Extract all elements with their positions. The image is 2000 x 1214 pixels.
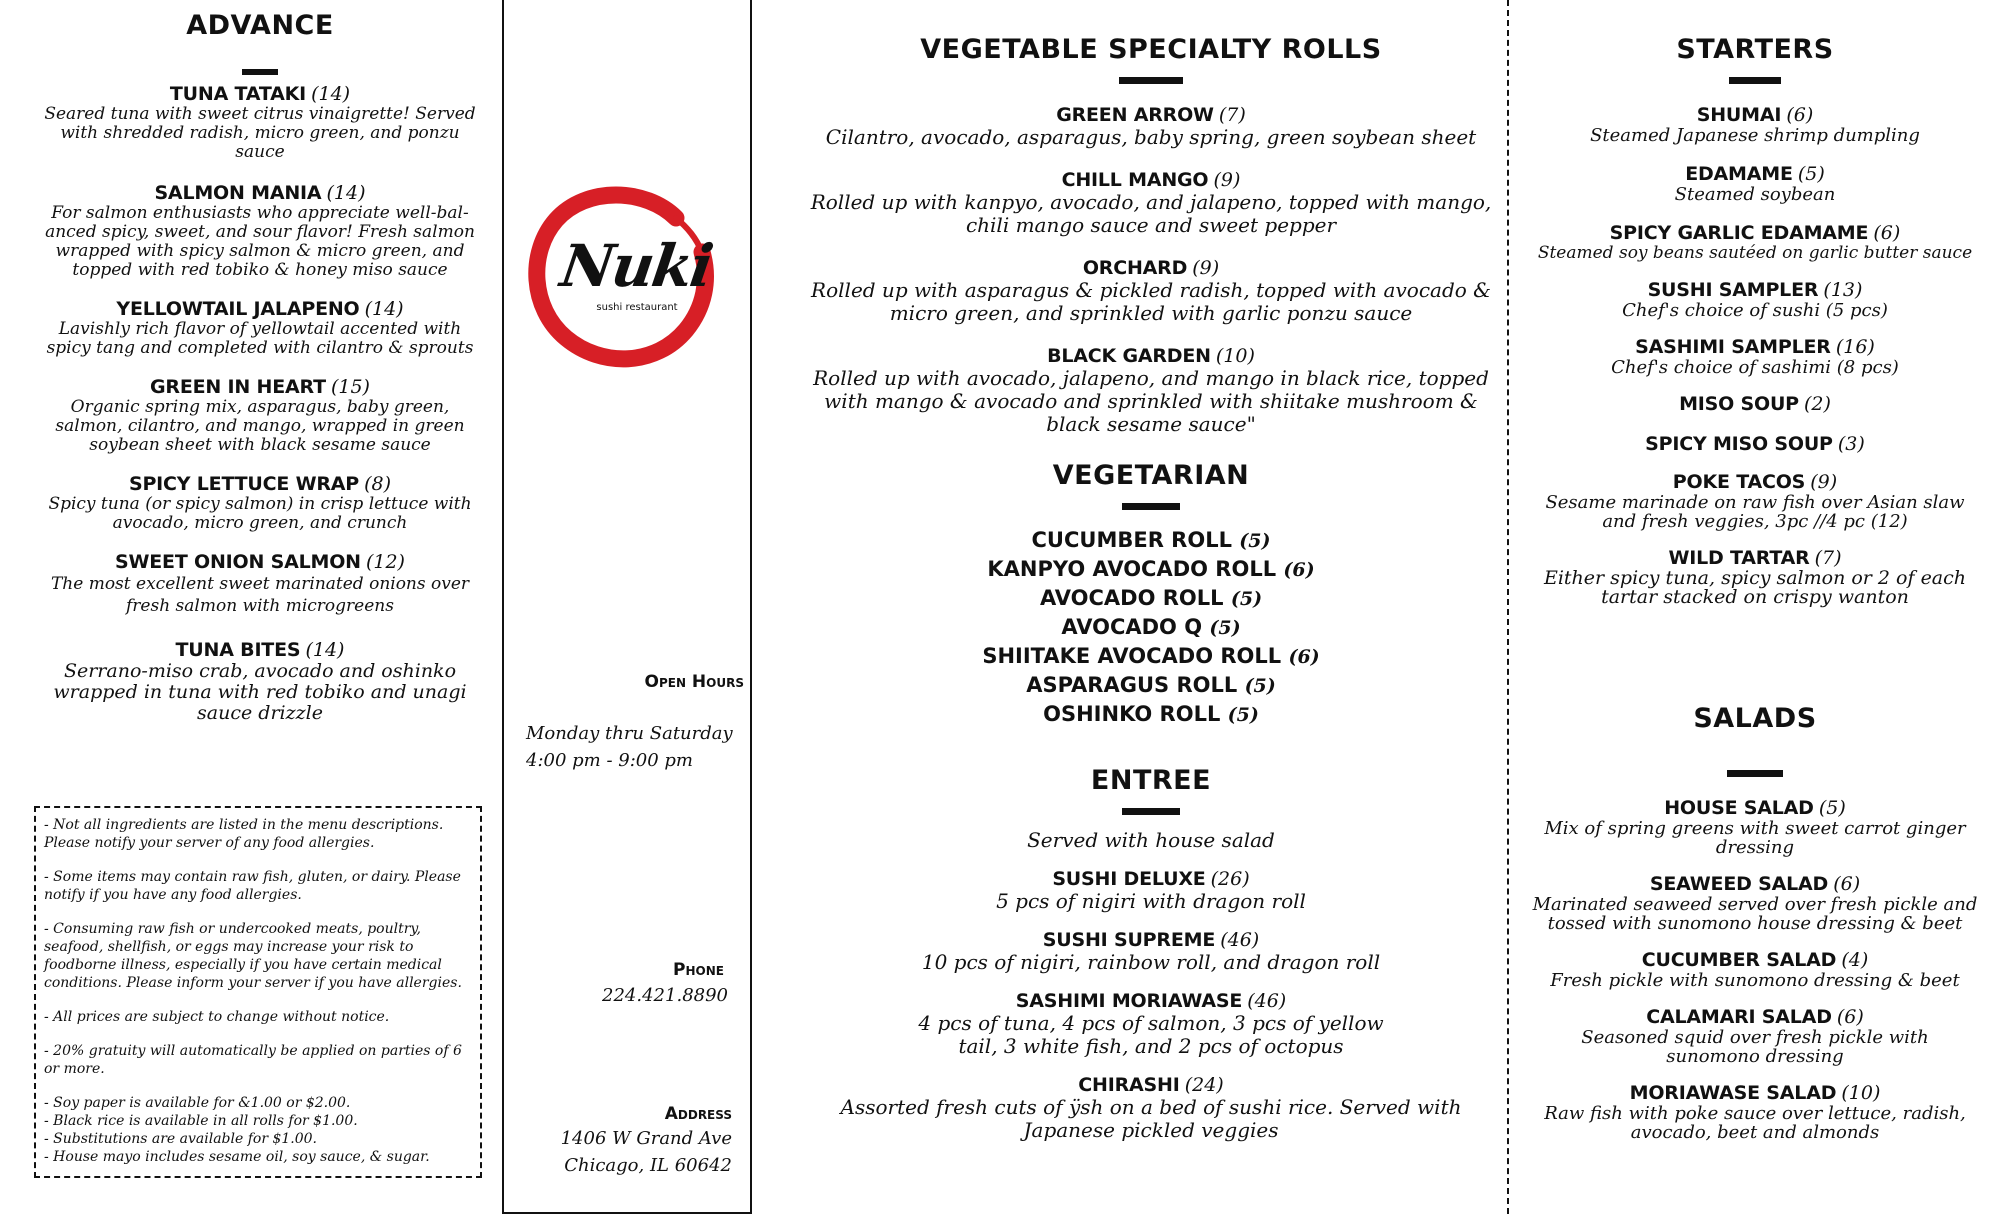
menu-item — [806, 929, 1496, 974]
salads-title: SALADS — [1693, 703, 1817, 734]
item-name: SUSHI DELUXE — [1052, 868, 1206, 890]
menu-item — [40, 551, 480, 617]
item-name: GREEN IN HEART — [150, 376, 326, 398]
item-name: CUCUMBER ROLL — [1031, 528, 1232, 552]
menu-item — [806, 555, 1496, 584]
menu-item — [1520, 336, 1990, 377]
allergy-notes-box — [34, 806, 482, 1178]
menu-item — [806, 868, 1496, 913]
hours-days: Monday thru Saturday — [526, 723, 733, 744]
item-price: (5) — [1239, 530, 1271, 552]
menu-item — [1520, 1082, 1990, 1142]
note-text: - 20% gratuity will automatically be applied on parties of 6 or more. — [44, 1043, 462, 1077]
item-price: (8) — [364, 473, 392, 495]
veg-rolls-list — [806, 104, 1496, 436]
item-price: (2) — [1804, 393, 1831, 415]
item-price: (6) — [1873, 222, 1901, 244]
menu-item — [1520, 393, 1990, 415]
item-name: HOUSE SALAD — [1664, 797, 1814, 819]
item-name: SASHIMI MORIAWASE — [1015, 990, 1243, 1012]
item-desc: Cilantro, avocado, asparagus, baby spring, green soybean sheet — [825, 125, 1477, 149]
item-name: POKE TACOS — [1672, 471, 1806, 493]
column-divider — [1507, 0, 1509, 1214]
item-name: ASPARAGUS ROLL — [1026, 673, 1238, 697]
item-desc: Steamed soy beans sautéed on garlic butter sauce — [1537, 243, 1973, 263]
item-desc: Marinated seaweed served over fresh pickle and tossed with sunomono house dressing & beet — [1532, 894, 1978, 934]
item-price: (7) — [1218, 104, 1246, 126]
item-name: BLACK GARDEN — [1047, 345, 1211, 367]
item-price: (46) — [1247, 990, 1287, 1012]
menu-item — [1520, 949, 1990, 990]
item-name: CHILL MANGO — [1061, 169, 1209, 191]
veg-rolls-title: VEGETABLE SPECIALTY ROLLS — [920, 34, 1382, 65]
address-label: Address — [664, 1104, 732, 1124]
menu-item — [806, 584, 1496, 613]
menu-item — [1520, 547, 1990, 607]
entree-subtitle: Served with house salad — [1027, 828, 1275, 852]
item-price: (16) — [1835, 336, 1875, 358]
item-desc: Lavishly rich flavor of yellowtail accented with spicy tang and completed with cilantro & sprouts — [46, 319, 474, 358]
salads-divider — [1727, 770, 1783, 777]
info-panel — [502, 0, 752, 1214]
phone-label: Phone — [673, 960, 724, 980]
item-name: KANPYO AVOCADO ROLL — [987, 557, 1277, 581]
middle-column — [806, 0, 1496, 1164]
menu-item — [1520, 1006, 1990, 1066]
salads-list — [1520, 797, 1990, 1142]
menu-item — [806, 526, 1496, 555]
item-desc: 4 pcs of tuna, 4 pcs of salmon, 3 pcs of yellow tail, 3 white fish, and 2 pcs of octopus — [918, 1011, 1384, 1058]
phone-number: 224.421.8890 — [602, 985, 728, 1006]
item-desc: Fresh pickle with sunomono dressing & beet — [1550, 970, 1960, 991]
note-text: - Some items may contain raw fish, gluten, or dairy. Please notify if you have any food allergies. — [44, 869, 461, 903]
menu-item — [806, 104, 1496, 149]
menu-item — [40, 473, 480, 533]
note-text: - Soy paper is available for &1.00 or $2.00. — [44, 1095, 351, 1111]
item-desc: Spicy tuna (or spicy salmon) in crisp lettuce with avocado, micro green, and crunch — [48, 494, 472, 533]
item-price: (10) — [1215, 345, 1255, 367]
menu-item — [1520, 163, 1990, 204]
item-name: GREEN ARROW — [1056, 104, 1214, 126]
item-desc: Organic spring mix, asparagus, baby green, salmon, cilantro, and mango, wrapped in green soybean sheet with black sesame sauce — [55, 397, 465, 455]
item-name: OSHINKO ROLL — [1043, 702, 1221, 726]
item-desc: Rolled up with asparagus & pickled radish, topped with avocado & micro green, and sprinkled with garlic ponzu sauce — [811, 278, 1491, 325]
menu-item — [806, 990, 1496, 1058]
entree-title: ENTREE — [1090, 765, 1212, 796]
item-price: (6) — [1836, 1006, 1864, 1028]
entree-list — [806, 868, 1496, 1142]
note-text: - All prices are subject to change without notice. — [44, 1009, 390, 1025]
item-name: SASHIMI SAMPLER — [1635, 336, 1831, 358]
item-name: SPICY MISO SOUP — [1645, 433, 1833, 455]
menu-item — [806, 671, 1496, 700]
item-name: SHIITAKE AVOCADO ROLL — [982, 644, 1282, 668]
item-price: (6) — [1786, 104, 1814, 126]
item-price: (6) — [1833, 873, 1861, 895]
starters-title: STARTERS — [1676, 34, 1834, 65]
item-name: CUCUMBER SALAD — [1641, 949, 1837, 971]
vegetarian-list — [806, 526, 1496, 729]
menu-item — [806, 1074, 1496, 1142]
item-desc: Steamed soybean — [1674, 184, 1836, 205]
item-price: (14) — [364, 298, 404, 320]
vegetarian-title: VEGETARIAN — [1052, 460, 1250, 491]
logo-subtitle: sushi restaurant — [596, 302, 678, 313]
menu-item — [1520, 104, 1990, 145]
menu-item — [40, 376, 480, 455]
menu-item — [1520, 471, 1990, 531]
item-desc: Serrano-miso crab, avocado and oshinko wrapped in tuna with red tobiko and unagi sauce drizzle — [53, 660, 467, 724]
veg-rolls-divider — [1119, 77, 1183, 84]
item-price: (6) — [1288, 646, 1320, 668]
address-line2: Chicago, IL 60642 — [564, 1155, 732, 1176]
restaurant-logo — [526, 180, 716, 370]
item-desc: 10 pcs of nigiri, rainbow roll, and dragon roll — [921, 950, 1381, 974]
open-hours-label: Open Hours — [644, 672, 744, 692]
advance-list — [40, 83, 480, 724]
menu-item — [40, 83, 480, 162]
item-name: CALAMARI SALAD — [1646, 1006, 1832, 1028]
item-price: (13) — [1823, 279, 1863, 301]
item-name: SEAWEED SALAD — [1649, 873, 1829, 895]
advance-title: ADVANCE — [186, 10, 334, 41]
note-text: - Consuming raw fish or undercooked meats, poultry, seafood, shellfish, or eggs may increase your risk to foodborne illness, especially if you have certain medical conditions. Please inform your server if you have allergies. — [44, 921, 462, 991]
item-price: (12) — [365, 551, 405, 573]
item-name: EDAMAME — [1685, 163, 1793, 185]
menu-item — [40, 298, 480, 358]
item-price: (24) — [1184, 1074, 1224, 1096]
item-price: (6) — [1283, 559, 1315, 581]
item-price: (7) — [1814, 547, 1842, 569]
item-desc: Rolled up with avocado, jalapeno, and mango in black rice, topped with mango & avocado and sprinkled with shiitake mushroom & black sesame sauce" — [813, 366, 1489, 436]
item-desc: Assorted fresh cuts of ÿsh on a bed of sushi rice. Served with Japanese pickled veggies — [840, 1095, 1462, 1142]
item-desc: Either spicy tuna, spicy salmon or 2 of each tartar stacked on crispy wanton — [1543, 567, 1967, 608]
item-desc: For salmon enthusiasts who appreciate well-bal-anced spicy, sweet, and sour flavor! Fresh salmon wrapped with spicy salmon & micro green, and topped with red tobiko & honey miso sauce — [45, 203, 475, 280]
item-desc: Sesame marinade on raw fish over Asian slaw and fresh veggies, 3pc //4 pc (12) — [1545, 492, 1965, 532]
right-column — [1520, 0, 1990, 1164]
menu-item — [1520, 433, 1990, 455]
item-price: (9) — [1213, 169, 1241, 191]
item-desc: Raw fish with poke sauce over lettuce, radish, avocado, beet and almonds — [1544, 1103, 1966, 1143]
advance-divider — [242, 69, 278, 75]
item-name: CHIRASHI — [1078, 1074, 1180, 1096]
menu-item — [806, 642, 1496, 671]
item-name: SALMON MANIA — [154, 182, 322, 204]
menu-item — [806, 257, 1496, 325]
item-price: (10) — [1841, 1082, 1881, 1104]
note-text: - Substitutions are available for $1.00. — [44, 1131, 317, 1147]
item-price: (26) — [1210, 868, 1250, 890]
vegetarian-divider — [1122, 503, 1180, 510]
menu-item — [1520, 797, 1990, 857]
item-name: TUNA TATAKI — [169, 83, 306, 105]
item-desc: Mix of spring greens with sweet carrot ginger dressing — [1544, 818, 1966, 858]
item-price: (4) — [1841, 949, 1869, 971]
starters-list — [1520, 104, 1990, 607]
item-price: (5) — [1797, 163, 1825, 185]
item-name: TUNA BITES — [175, 639, 301, 661]
item-desc: Chef's choice of sashimi (8 pcs) — [1611, 357, 1899, 378]
item-price: (9) — [1192, 257, 1220, 279]
menu-item — [806, 169, 1496, 237]
menu-item — [806, 345, 1496, 436]
menu-item — [806, 613, 1496, 642]
item-price: (3) — [1837, 433, 1865, 455]
item-name: MISO SOUP — [1679, 393, 1799, 415]
item-desc: 5 pcs of nigiri with dragon roll — [996, 889, 1306, 913]
item-name: SHUMAI — [1696, 104, 1782, 126]
item-price: (5) — [1209, 617, 1241, 639]
item-price: (5) — [1818, 797, 1846, 819]
menu-item — [1520, 873, 1990, 933]
menu-item — [1520, 279, 1990, 320]
item-price: (5) — [1230, 588, 1263, 610]
starters-divider — [1729, 77, 1781, 84]
logo-wordmark: Nuki — [556, 232, 716, 300]
item-price: (9) — [1810, 471, 1838, 493]
item-name: YELLOWTAIL JALAPENO — [116, 298, 360, 320]
item-name: ORCHARD — [1082, 257, 1188, 279]
item-price: (15) — [330, 376, 370, 398]
hours-time: 4:00 pm - 9:00 pm — [526, 750, 693, 771]
advance-column — [40, 0, 480, 746]
item-name: SPICY GARLIC EDAMAME — [1609, 222, 1869, 244]
item-desc: Seared tuna with sweet citrus vinaigrette! Served with shredded radish, micro green, and ponzu sauce — [44, 104, 476, 162]
address-line1: 1406 W Grand Ave — [560, 1128, 732, 1149]
item-desc: The most excellent sweet marinated onions over fresh salmon with microgreens — [50, 574, 470, 616]
entree-divider — [1122, 808, 1180, 815]
item-desc: Steamed Japanese shrimp dumpling — [1590, 125, 1920, 146]
item-desc: Rolled up with kanpyo, avocado, and jalapeno, topped with mango, chili mango sauce and sweet pepper — [810, 190, 1492, 237]
item-name: SUSHI SAMPLER — [1647, 279, 1819, 301]
item-price: (14) — [326, 182, 366, 204]
item-price: (14) — [305, 639, 345, 661]
item-desc: Seasoned squid over fresh pickle with sunomono dressing — [1581, 1027, 1929, 1067]
menu-item — [1520, 222, 1990, 263]
menu-item — [40, 639, 480, 724]
item-name: SPICY LETTUCE WRAP — [128, 473, 359, 495]
note-text: - House mayo includes sesame oil, soy sauce, & sugar. — [44, 1149, 430, 1165]
item-price: (5) — [1227, 704, 1259, 726]
item-price: (46) — [1220, 929, 1260, 951]
item-name: AVOCADO ROLL — [1039, 586, 1224, 610]
menu-item — [40, 182, 480, 280]
item-price: (5) — [1244, 675, 1276, 697]
item-name: SUSHI SUPREME — [1042, 929, 1216, 951]
note-text: - Black rice is available in all rolls for $1.00. — [44, 1113, 358, 1129]
menu-item — [806, 700, 1496, 729]
item-price: (14) — [311, 83, 351, 105]
item-desc: Chef's choice of sushi (5 pcs) — [1622, 300, 1888, 321]
item-name: AVOCADO Q — [1061, 615, 1203, 639]
item-name: WILD TARTAR — [1668, 547, 1810, 569]
item-name: SWEET ONION SALMON — [115, 551, 361, 573]
item-name: MORIAWASE SALAD — [1629, 1082, 1837, 1104]
note-text: - Not all ingredients are listed in the menu descriptions. Please notify your server of any food allergies. — [44, 817, 444, 851]
